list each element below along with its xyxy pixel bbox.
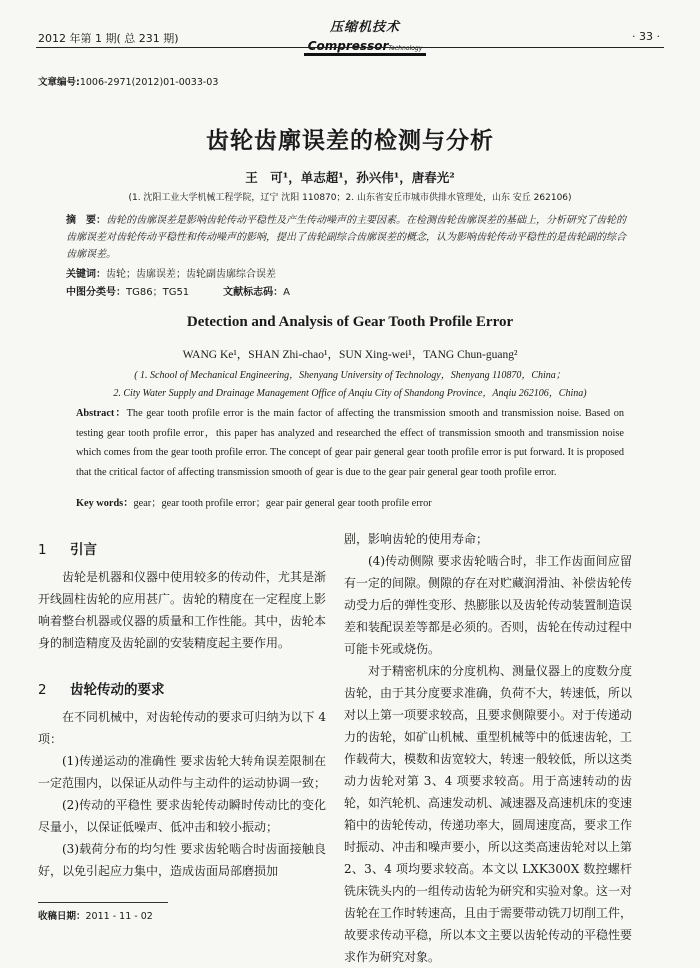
authors-cn: 王 可¹，单志超¹，孙兴伟¹，唐春光² (245, 170, 455, 185)
received-date-value: 2011 - 11 - 02 (85, 911, 153, 922)
right-column (344, 528, 632, 968)
classification-cn (66, 283, 290, 298)
abstract-en-text: The gear tooth profile error is the main factor of affecting the transmission smooth and transmission noise. Based on testing gear tooth profile error，this paper has analyzed and researched the effect of transmission smooth and transmission noise which comes from the gear tooth profile error. The concept of gear pair general gear tooth profile error is put forward. It is proposed that the critical factor of affecting transmission smooth of gear is due to the gear pair general gear tooth profile error. (76, 408, 624, 478)
keywords-cn-label: 关键词： (66, 269, 106, 280)
abstract-en (76, 404, 624, 482)
paragraph: 齿轮是机器和仪器中使用较多的传动件，尤其是渐开线圆柱齿轮的应用甚广。齿轮的精度在一定程度上影响着整台机器或仪器的质量和工作性能。其中，齿轮本身的制造精度及齿轮副的安装精度起主要作用。 (38, 570, 327, 650)
affiliation-en-2: 2. City Water Supply and Drainage Management Office of Anqiu City of Shandong Province，Anqiu 262106，China) (113, 388, 587, 399)
article-number-value: 1006-2971(2012)01-0033-03 (79, 77, 219, 88)
section-1-number: 1 (38, 542, 47, 558)
section-1-title: 引言 (70, 542, 97, 558)
clc-label: 中图分类号： (66, 287, 126, 298)
paragraph: (1)传递运动的准确性 要求齿轮大转角误差限制在一定范围内，以保证从动件与主动件的运动协调一致； (38, 754, 327, 790)
section-1-heading (38, 538, 97, 558)
page-number: · 33 · (632, 30, 660, 43)
abstract-cn (66, 212, 628, 263)
affiliation-cn: (1. 沈阳工业大学机械工程学院，辽宁 沈阳 110870；2. 山东省安丘市城市供排水管理处，山东 安丘 262106) (128, 193, 572, 203)
section-1-body (38, 566, 326, 654)
article-number (38, 74, 218, 88)
paragraph: 剧，影响齿轮的使用寿命； (344, 532, 489, 546)
section-2-heading (38, 678, 165, 698)
journal-logo-cn: 压缩机技术 (329, 20, 400, 35)
title-en: Detection and Analysis of Gear Tooth Profile Error (186, 314, 514, 330)
affiliation-en-1: ( 1. School of Mechanical Engineering，Shenyang University of Technology，Shenyang 110870，China； (134, 370, 566, 381)
received-date-label: 收稿日期： (38, 911, 86, 922)
paragraph: (3)载荷分布的均匀性 要求齿轮啮合时齿面接触良好，以免引起应力集中，造成齿面局部磨损加 (38, 842, 326, 878)
paragraph: (2)传动的平稳性 要求齿轮传动瞬时传动比的变化尽量小，以保证低噪声、低冲击和较小振动； (38, 798, 326, 834)
header-rule (36, 47, 664, 48)
keywords-en-label: Key words： (76, 498, 134, 509)
keywords-cn-text: 齿轮；齿廓误差；齿轮副齿廓综合误差 (106, 269, 276, 280)
section-2-number: 2 (38, 682, 47, 698)
doc-code-value: A (283, 287, 291, 298)
article-number-label: 文章编号: (38, 77, 80, 88)
authors-en: WANG Ke¹，SHAN Zhi-chao¹，SUN Xing-wei¹，TANG Chun-guang² (182, 349, 518, 361)
clc-value: TG86；TG51 (126, 287, 190, 298)
doc-code-label: 文献标志码： (223, 287, 284, 298)
footnote-rule (38, 902, 168, 903)
abstract-cn-label: 摘 要： (66, 215, 106, 226)
journal-logo-en-text: Compressor (307, 39, 389, 53)
journal-logo (300, 16, 430, 53)
paragraph: 对于精密机床的分度机构、测量仪器上的度数分度齿轮，由于其分度要求准确，负荷不大，转速低，所以对以上第一项要求较高，且要求侧隙要小。对于传递动力的齿轮，如矿山机械、重型机械等中的低速齿轮，工作载荷大，模数和齿宽较大，转速一般较低，所以这类动力齿轮对第 3、4 项要求较高。用于高速转动的齿轮，如汽轮机、高速发动机、减速器及高速机床的变速箱中的齿轮传动，传递功率大，圆周速度高，要求工作时振动、冲击和噪声要小，所以这类高速齿轮对以上第 2、3、4 项均要求较高。本文以 LXK300X 数控螺杆铣床铣头内的一组传动齿轮为研究和实验对象。这一对齿轮在工作时转速高，且由于需要带动铣刀切削工件，故要求传动平稳，所以本文主要以齿轮传动的平稳性要求作为研究对象。 (344, 664, 633, 964)
keywords-cn (66, 265, 276, 280)
keywords-en (76, 494, 432, 509)
received-date (38, 908, 153, 922)
section-2-body (38, 706, 326, 882)
keywords-en-text: gear；gear tooth profile error；gear pair general gear tooth profile error (133, 498, 432, 509)
paragraph: (4)传动侧隙 要求齿轮啮合时，非工作齿面间应留有一定的间隙。侧隙的存在对贮藏润滑油、补偿齿轮传动受力后的弹性变形、热膨胀以及齿轮传动装置制造误差和装配误差等都是必须的。否则，齿轮在传动过程中可能卡死或烧伤。 (344, 554, 633, 656)
issue-info: 2012 年第 1 期( 总 231 期) (38, 32, 179, 45)
abstract-cn-text: 齿轮的齿廓误差是影响齿轮传动平稳性及产生传动噪声的主要因素。在检测齿轮齿廓误差的基础上，分析研究了齿轮的齿廓误差对齿轮传动平稳性和传动噪声的影响，提出了齿轮副综合齿廓误差的概念，认为影响齿轮传动平稳性的是齿轮副的综合齿廓误差。 (66, 215, 626, 260)
abstract-en-label: Abstract： (76, 408, 127, 419)
paragraph: 在不同机械中，对齿轮传动的要求可归纳为以下 4 项： (38, 710, 326, 746)
section-2-title: 齿轮传动的要求 (70, 682, 165, 698)
journal-logo-en-small: Technology (388, 45, 423, 52)
title-cn: 齿轮齿廓误差的检测与分析 (206, 127, 494, 154)
